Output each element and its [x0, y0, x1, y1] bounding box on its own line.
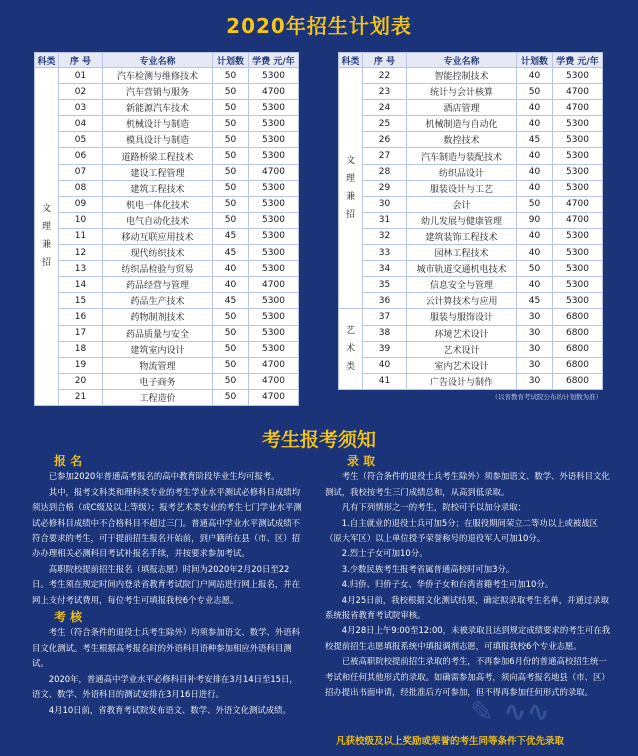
table-cell: 5300 — [249, 228, 299, 244]
table-cell: 40 — [213, 277, 249, 293]
table-row — [35, 212, 299, 228]
table-row — [35, 148, 299, 164]
table-cell: 40 — [517, 245, 553, 261]
column-header: 序 号 — [59, 53, 103, 68]
paragraph: 4月25日前，我校根据文化测试结果，确定拟录取考生名单，并通过录取系统报省教育考试院审核。 — [325, 594, 610, 621]
table-body — [35, 68, 299, 406]
table-cell: 药品质量与安全 — [103, 325, 213, 341]
table-cell: 4700 — [553, 212, 603, 228]
column-header: 序 号 — [363, 53, 407, 68]
table-cell: 电气自动化技术 — [103, 212, 213, 228]
table-row — [35, 373, 299, 389]
table-row — [339, 325, 603, 341]
section-heading: 考 核 — [54, 610, 83, 625]
table-cell: 机电一体化技术 — [103, 196, 213, 212]
table-cell: 5300 — [249, 293, 299, 309]
table-row — [339, 228, 603, 244]
table-cell: 18 — [59, 341, 103, 357]
table-cell: 50 — [213, 196, 249, 212]
paragraph: 4月28日上午9:00至12:00，未被录取且达到规定成绩要求的考生可在我校提前招生志愿填报系统中填报调剂志愿，可填报我校6个专业志愿。 — [325, 625, 611, 651]
table-cell: 5300 — [249, 68, 299, 84]
table-cell: 30 — [517, 309, 553, 325]
table-cell: 12 — [59, 245, 103, 261]
table-cell: 5300 — [249, 245, 299, 261]
table-cell: 4700 — [249, 277, 299, 293]
column-header: 科类 — [35, 53, 59, 68]
table-cell: 服装设计与工艺 — [407, 180, 517, 196]
table-cell: 道路桥梁工程技术 — [103, 148, 213, 164]
table-body — [339, 68, 603, 390]
table-row — [35, 293, 299, 309]
table-cell: 4700 — [249, 373, 299, 389]
table-cell: 37 — [363, 309, 407, 325]
table-row — [35, 164, 299, 180]
bottom-banner: 凡获校级及以上奖励或荣誉的考生同等条件下优先录取 — [336, 736, 565, 747]
table-row — [339, 293, 603, 309]
table-cell: 40 — [517, 68, 553, 84]
table-cell: 05 — [59, 132, 103, 148]
table-row — [339, 196, 603, 212]
table-row — [339, 245, 603, 261]
section-heading: 录 取 — [347, 454, 376, 468]
table-cell: 29 — [363, 180, 407, 196]
table-cell: 50 — [213, 148, 249, 164]
table-header-row — [35, 53, 299, 68]
table-cell: 艺术设计 — [407, 341, 517, 357]
table-cell: 5300 — [249, 196, 299, 212]
table-cell: 5300 — [249, 325, 299, 341]
table-cell: 30 — [363, 196, 407, 212]
table-cell: 5300 — [249, 148, 299, 164]
table-row — [35, 389, 299, 405]
table-row — [35, 196, 299, 212]
table-cell: 5300 — [553, 68, 603, 84]
table-cell: 33 — [363, 245, 407, 261]
table-cell: 5300 — [553, 277, 603, 293]
table-cell: 25 — [363, 116, 407, 132]
table-cell: 50 — [517, 84, 553, 100]
paragraph: 凡有下列情形之一的考生，院校可予以加分录取： — [341, 502, 527, 513]
table-cell: 模具设计与制造 — [103, 132, 213, 148]
table-cell: 酒店管理 — [407, 100, 517, 116]
table-cell: 机械设计与制造 — [103, 116, 213, 132]
column-header: 计划数 — [213, 53, 249, 68]
table-cell: 纺织品设计 — [407, 164, 517, 180]
table-cell: 19 — [59, 357, 103, 373]
table-cell: 服装与服饰设计 — [407, 309, 517, 325]
table-cell: 50 — [517, 196, 553, 212]
table-cell: 14 — [59, 277, 103, 293]
table-cell: 信息安全与管理 — [407, 277, 517, 293]
table-cell: 40 — [517, 164, 553, 180]
table-cell: 5300 — [249, 132, 299, 148]
table-cell: 20 — [59, 373, 103, 389]
table-row — [339, 373, 603, 389]
table-cell: 36 — [363, 293, 407, 309]
table-cell: 50 — [213, 357, 249, 373]
table-cell: 41 — [363, 373, 407, 389]
table-cell: 30 — [517, 373, 553, 389]
table-row — [35, 341, 299, 357]
table-cell: 07 — [59, 164, 103, 180]
table-cell: 园林工程技术 — [407, 245, 517, 261]
table-row — [339, 180, 603, 196]
paragraph: 已参加2020年普通高考报名的高中教育阶段毕业生均可报考。 — [48, 471, 280, 482]
table-cell: 5300 — [553, 116, 603, 132]
table-cell: 02 — [59, 84, 103, 100]
table-cell: 50 — [213, 68, 249, 84]
table-cell: 40 — [517, 277, 553, 293]
table-row — [35, 68, 299, 84]
table-cell: 物流管理 — [103, 357, 213, 373]
table-cell: 35 — [363, 277, 407, 293]
table-row — [339, 277, 603, 293]
table-cell: 5300 — [249, 212, 299, 228]
table-row — [35, 357, 299, 373]
table-cell: 45 — [517, 132, 553, 148]
table-row — [339, 164, 603, 180]
table-cell: 汽车检测与维修技术 — [103, 68, 213, 84]
paragraph: 4月10日前，省教育考试院发布语文、数学、外语文化测试成绩。 — [48, 704, 291, 715]
table-cell: 4700 — [249, 357, 299, 373]
table-row — [35, 132, 299, 148]
table-cell: 21 — [59, 389, 103, 405]
table-cell: 4700 — [553, 196, 603, 212]
table-cell: 4700 — [553, 84, 603, 100]
table-row — [35, 228, 299, 244]
column-header: 专业名称 — [103, 53, 213, 68]
table-row — [35, 84, 299, 100]
category-cell: 艺 术 类 — [339, 309, 363, 389]
table-cell: 50 — [213, 84, 249, 100]
paragraph: 已被高职院校提前招生录取的考生，不再参加6月份的普通高校招生统一考试和任何其他形式的录取。如确需参加高考，须向高考报名地县（市、区）招办提出书面申请，经批准后方可参加，但不得再参加任何形式的录取。 — [325, 656, 610, 698]
table-cell: 38 — [363, 325, 407, 341]
table-cell: 50 — [213, 325, 249, 341]
table-cell: 45 — [517, 293, 553, 309]
table-cell: 31 — [363, 212, 407, 228]
paragraph: 其中，报考文科类和理科类专业的考生学业水平测试必修科目成绩均须达到合格（或C级及以上等级）；报考艺术类专业的考生七门学业水平测试必修科目成绩中不合格科目不超过三门。普通高中学业水平测试成绩不符合要求的考生，可于提前招生报名开始前，到户籍所在县（市、区）招办办理相关必测科目考试补报名手续，并按要求参加考试。 — [32, 486, 302, 559]
table-cell: 药物制剂技术 — [103, 309, 213, 325]
table-cell: 电子商务 — [103, 373, 213, 389]
table-cell: 4700 — [553, 100, 603, 116]
table-cell: 50 — [213, 389, 249, 405]
category-cell: 文 理 兼 招 — [35, 68, 59, 406]
table-row — [339, 68, 603, 84]
table-cell: 环境艺术设计 — [407, 325, 517, 341]
notice-title: 考生报考须知 — [261, 429, 376, 451]
table-row — [35, 277, 299, 293]
table-cell: 机械制造与自动化 — [407, 116, 517, 132]
table-row — [35, 261, 299, 277]
table-cell: 06 — [59, 148, 103, 164]
table-cell: 50 — [517, 261, 553, 277]
table-cell: 26 — [363, 132, 407, 148]
watermark-logo: ✎ ∿∿ — [470, 695, 551, 728]
table-cell: 10 — [59, 212, 103, 228]
table-cell: 汽车制造与装配技术 — [407, 148, 517, 164]
table-cell: 50 — [213, 309, 249, 325]
table-cell: 5300 — [249, 261, 299, 277]
table-cell: 5300 — [249, 180, 299, 196]
table-cell: 5300 — [553, 293, 603, 309]
table-cell: 30 — [517, 341, 553, 357]
table-cell: 纺织品检验与贸易 — [103, 261, 213, 277]
table-cell: 5300 — [553, 228, 603, 244]
table-cell: 50 — [213, 180, 249, 196]
table-cell: 5300 — [249, 309, 299, 325]
paragraph: 2.烈士子女可加10分。 — [341, 548, 428, 559]
table-cell: 11 — [59, 228, 103, 244]
table-cell: 幼儿发展与健康管理 — [407, 212, 517, 228]
table-cell: 30 — [517, 325, 553, 341]
table-cell: 云计算技术与应用 — [407, 293, 517, 309]
table-cell: 5300 — [553, 180, 603, 196]
table-cell: 39 — [363, 341, 407, 357]
table-row — [339, 261, 603, 277]
table-cell: 50 — [213, 132, 249, 148]
table-cell: 28 — [363, 164, 407, 180]
table-cell: 50 — [213, 341, 249, 357]
table-cell: 6800 — [553, 357, 603, 373]
table-cell: 50 — [213, 164, 249, 180]
table-cell: 会计 — [407, 196, 517, 212]
table-cell: 统计与会计核算 — [407, 84, 517, 100]
table-cell: 药品生产技术 — [103, 293, 213, 309]
table-cell: 6800 — [553, 309, 603, 325]
table-cell: 40 — [363, 357, 407, 373]
table-cell: 17 — [59, 325, 103, 341]
paragraph: 考生（符合条件的退役士兵考生除外）须参加语文、数学、外语科目文化测试，我校按考生三门成绩总和，从高到低录取。 — [325, 471, 610, 497]
plan-table-left — [34, 52, 299, 406]
table-cell: 24 — [363, 100, 407, 116]
paragraph: 高职院校提前招生报名（填报志愿）时间为2020年2月20日至22日。考生须在规定时间内登录省教育考试院门户网站进行网上报名，并在网上支付考试费用，每位考生可填报我校6个专业志愿。 — [32, 563, 300, 605]
table-cell: 40 — [517, 116, 553, 132]
table-cell: 45 — [213, 228, 249, 244]
table-row — [35, 180, 299, 196]
table-cell: 广告设计与制作 — [407, 373, 517, 389]
table-cell: 新能源汽车技术 — [103, 100, 213, 116]
category-cell: 文 理 兼 招 — [339, 68, 363, 309]
table-cell: 6800 — [553, 325, 603, 341]
plan-table-right — [338, 52, 603, 390]
table-cell: 03 — [59, 100, 103, 116]
table-cell: 13 — [59, 261, 103, 277]
table-cell: 45 — [213, 293, 249, 309]
table-header-row — [339, 53, 603, 68]
table-row — [339, 212, 603, 228]
table-cell: 现代纺织技术 — [103, 245, 213, 261]
table-cell: 40 — [517, 100, 553, 116]
column-header: 科类 — [339, 53, 363, 68]
table-row — [339, 132, 603, 148]
table-cell: 32 — [363, 228, 407, 244]
table-cell: 22 — [363, 68, 407, 84]
table-cell: 50 — [213, 373, 249, 389]
table-cell: 04 — [59, 116, 103, 132]
table-cell: 药品经营与管理 — [103, 277, 213, 293]
table-row — [35, 100, 299, 116]
table-cell: 建筑装饰工程技术 — [407, 228, 517, 244]
table-cell: 40 — [517, 228, 553, 244]
table-cell: 50 — [213, 116, 249, 132]
table-row — [339, 116, 603, 132]
table-note: （以省教育考试院公布的计划数为准） — [491, 393, 602, 401]
column-header: 计划数 — [517, 53, 553, 68]
column-header: 学费 元/年 — [553, 53, 603, 68]
table-row — [35, 245, 299, 261]
table-cell: 智能控制技术 — [407, 68, 517, 84]
table-cell: 城市轨道交通机电技术 — [407, 261, 517, 277]
paragraph: 3.少数民族考生报考省属普通高校时可加3分。 — [341, 563, 515, 574]
table-row — [339, 84, 603, 100]
paragraph: 2020年，普通高中学业水平必修科目补考安排在3月14日至15日，语文、数学、外语科目的测试安排在3月16日进行。 — [32, 673, 298, 700]
table-cell: 01 — [59, 68, 103, 84]
table-cell: 50 — [213, 100, 249, 116]
column-header: 学费 元/年 — [249, 53, 299, 68]
table-cell: 16 — [59, 309, 103, 325]
table-row — [339, 148, 603, 164]
table-row — [35, 116, 299, 132]
table-row — [339, 309, 603, 325]
table-cell: 建筑室内设计 — [103, 341, 213, 357]
paragraph: 1.自主就业的退役士兵可加5分；在服役期间荣立二等功以上或被战区（原大军区）以上单位授予荣誉称号的退役军人可加10分。 — [325, 517, 598, 544]
table-cell: 4700 — [249, 164, 299, 180]
table-row — [35, 309, 299, 325]
table-cell: 5300 — [249, 100, 299, 116]
table-cell: 45 — [213, 245, 249, 261]
table-cell: 5300 — [249, 341, 299, 357]
table-cell: 4700 — [249, 84, 299, 100]
table-cell: 34 — [363, 261, 407, 277]
table-cell: 4700 — [249, 389, 299, 405]
table-cell: 50 — [213, 212, 249, 228]
table-cell: 数控技术 — [407, 132, 517, 148]
table-cell: 5300 — [553, 261, 603, 277]
table-cell: 40 — [517, 148, 553, 164]
notice-left-column — [32, 452, 306, 718]
paragraph: 考生（符合条件的退役士兵考生除外）均须参加语文、数学、外语科目文化测试。考生根据高考报名时的外语科目语种参加相应外语科目测试。 — [32, 627, 301, 669]
table-cell: 5300 — [553, 132, 603, 148]
section-heading: 报 名 — [54, 454, 83, 468]
table-cell: 汽车营销与服务 — [103, 84, 213, 100]
table-cell: 5300 — [249, 116, 299, 132]
page-title: 2020年招生计划表 — [226, 14, 412, 38]
table-cell: 30 — [517, 357, 553, 373]
table-cell: 建筑工程技术 — [103, 180, 213, 196]
notice-right-column — [325, 452, 613, 701]
table-cell: 6800 — [553, 373, 603, 389]
table-cell: 27 — [363, 148, 407, 164]
table-cell: 09 — [59, 196, 103, 212]
table-cell: 5300 — [553, 245, 603, 261]
table-cell: 40 — [213, 261, 249, 277]
table-row — [339, 100, 603, 116]
table-cell: 40 — [517, 180, 553, 196]
table-row — [339, 357, 603, 373]
table-cell: 90 — [517, 212, 553, 228]
table-cell: 5300 — [553, 148, 603, 164]
table-cell: 6800 — [553, 341, 603, 357]
table-cell: 23 — [363, 84, 407, 100]
table-row — [35, 325, 299, 341]
table-cell: 工程造价 — [103, 389, 213, 405]
table-cell: 15 — [59, 293, 103, 309]
table-cell: 5300 — [553, 164, 603, 180]
column-header: 专业名称 — [407, 53, 517, 68]
table-row — [339, 341, 603, 357]
table-cell: 建设工程管理 — [103, 164, 213, 180]
table-cell: 08 — [59, 180, 103, 196]
table-cell: 室内艺术设计 — [407, 357, 517, 373]
paragraph: 4.归侨、归侨子女、华侨子女和台湾省籍考生可加10分。 — [341, 579, 554, 590]
table-cell: 移动互联应用技术 — [103, 228, 213, 244]
